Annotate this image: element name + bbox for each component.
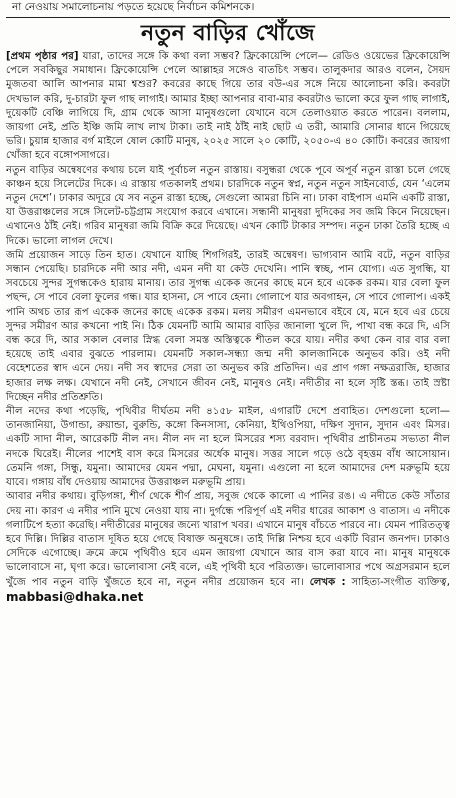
author-description: সাহিত্য-সংগীত ব্যক্তিত্ব, — [351, 576, 450, 588]
section-divider — [6, 17, 450, 18]
article-paragraph — [6, 164, 450, 249]
article-paragraph — [6, 50, 450, 164]
paragraph-text: নতুন বাড়ির অন্বেষণের কথায় চলে যাই পূর্বাচল নতুন রাস্তায়। বসুন্ধরা থেকে পূবে অপূর্ব নতুন রাস্তা চলে গেছে কাঞ্চন হয়ে সিলেটের দিকে। এ রাস্তায় গতকালই প্রথম। চারদিকে নতুন স্বপ্ন, নতুন নতুন সাইনবোর্ড, যেন ‘এলেম নতুন দেশে’। ঢাকার অদূরে যে সব নতুন রাস্তা হচ্ছে, সেগুলো আমরা চিনি না। ঢাকা বাইপাস এমনি একটি রাস্তা, যা উত্তরাঞ্চলের সঙ্গে সিলেট-চট্টগ্রাম সংযোগ করবে এখানে। সন্ধানী মানুষরা দুদিকের সব জমি কিনে নিয়েছেন। এখানেও ঠাঁই নেই। গরিব মানুষরা জমি বিক্রি করে দিয়েছে। এখন কোটি টাকার সম্পদ। নতুন ঢাকা তৈরি হচ্ছে এ দিকে। ভালো লাগল দেখে। — [6, 164, 450, 247]
previous-article-tail: না নেওয়ায় সমালোচনায় পড়তে হয়েছে নির্বাচন কমিশনকে। — [12, 1, 255, 13]
paragraph-text: আবার নদীর কথায়। বুড়িগঙ্গা, শীর্ণ থেকে শীর্ণ প্রায়, সবুজ থেকে কালো এ পানির রঙ। এ নদীতে কেউ সাঁতার দেয় না। কারণ এ নদীর পানি মুখে নেওয়া যায় না। দুর্গন্ধে পরিপূর্ণ এই নদীর ধারের আকাশ ও বাতাস। এ নদীকে গলাটিপে হত্যা করেছি। নদীতীরের মানুষের জন্যে খারাপ খবর। এখানে মানুষ বাঁচতে পারবে না। যেমন পারিতত্ত্ব হবে দিল্লি। দিল্লির বাতাস দূষিত হয়ে গেছে বিষাক্ত অনুষঙ্গে। তাই দিল্লি নিশ্চয় হবে একটি বিরান জনপদ। ঢাকাও সেদিকে এগোচ্ছে। ক্রমে ক্রমে পৃথিবীও হবে এমন জায়গা যেখানে আর বাস করা যাবে না। মানুষ মানুষকে ভালোবাসে না, ঘৃণা করে। ভালোবাসা নেই বলে, এই পৃথিবী হবে পরিত্যক্ত। ভালোবাসার পথে অগ্রসরমান হলে খুঁজে পাব নতুন বাড়ি খুঁজতে হবে না, নতুন নদীর প্রয়োজন হবে না। — [6, 491, 450, 588]
article-headline: নতুন বাড়ির খোঁজে — [140, 21, 316, 46]
paragraph-text: যারা, তাদের সঙ্গে কি কথা বলা সম্ভব? ফ্রিকোয়েন্সি পেলে— রেডিও ওয়েভের ফ্রিকোয়েন্সি পেলে সবকিছুর সমাধান। ফ্রিকোয়েন্সি পেলে আল্লাহর সঙ্গেও বাতচিৎ সম্ভব। তালুকদার আরও বলেন, সৈয়দ মুজতবা আলি আপনার মামা শ্বশুর? কবরের কাছে গিয়ে তার বউ-এর সঙ্গে নিয়ে আলোচনা করি। কবরটা দেখভাল করি, দু-চারটা ফুল গাছ লাগাই। আমার ইচ্ছা আপনার বাবা-মার কবরটাও ভালো করে ফুল গাছ লাগাই, দুয়েকটি বেঞ্চি লাগিয়ে দি, গ্রাম থেকে আসা মানুষগুলো যেখানে বসে তেলাওয়াত করতে পারেন। বললাম, জায়গা নেই, প্রতি ইঞ্চি জমি লাখ লাখ টাকা। তাই নাই ঠাঁই নাই ছোট এ তরী, আমারি সোনার ধানে গিয়েছে ভরি। চুয়ান্ন হাজার বর্গ মাইলে ষোল কোটি মানুষ, ২০২৫ সালে ২০ কোটি, ২০৫০-এ ৪০ কোটি। কবরের জায়গা খোঁজা হবে বঙ্গোপসাগরে। — [6, 51, 450, 162]
continued-tag: [প্রথম পৃষ্ঠার পর] — [6, 51, 79, 62]
article-body — [6, 50, 450, 606]
article-paragraph — [6, 490, 450, 606]
paragraph-text: নীল নদের কথা পড়েছি, পৃথিবীর দীর্ঘতম নদী ৪১৫৮ মাইল, এগারটি দেশে প্রবাহিত। দেশগুলো হলো— তানজানিয়া, উগান্ডা, রুয়ান্ডা, বুরুন্ডি, কঙ্গো কিনসাসা, কেনিয়া, ইথিওপিয়া, দক্ষিণ সুদান, সুদান এবং মিসর। একটি সাদা নীল, আরেকটি নীল নদ। নীল নদ না হলে মিসরের শস্য বরবাদ। পৃথিবীর প্রাচীনতম সভ্যতা নীল নদকে ঘিরেই। নীলের পাশেই বাস করে মিসরের অর্ধেক মানুষ। সত্তর সালে গড়ে ওঠে বৃহত্তম বাঁধ আসোয়ান। তেমনি গঙ্গা, সিন্ধু, যমুনা। আমাদের যেমন পদ্মা, মেঘনা, যমুনা। এগুলো না হলে আমাদের দেশ মরুভূমি হয়ে যাবে। গঙ্গায় বাঁধ দেওয়ায় আমাদের উত্তরাঞ্চল মরুভূমি প্রায়। — [6, 406, 450, 489]
article-paragraph — [6, 249, 450, 405]
author-email: mabbasi@dhaka.net — [6, 589, 144, 604]
article-paragraph — [6, 405, 450, 490]
author-label: লেখক : — [309, 576, 346, 588]
paragraph-text: জমি প্রয়োজন সাড়ে তিন হাত। যেখানে যাচ্ছি শিগগিরই, তারই অন্বেষণ। ভাগ্যবান আমি বটে, নতুন বাড়ির সন্ধান পেয়েছি। চারদিকে নদী আর নদী, এমন নদী যা কেউ দেখেনি। পানি স্বচ্ছ, পান যোগ্য। এত সুগন্ধি, যা সবচেয়ে সুন্দর সুগন্ধকেও হারায় মানায়। তার সুগন্ধ একেক জনের কাছে মনে হবে একেক রকম। যার বেলা ফুল পছন্দ, সে পাবে বেলা ফুলের গন্ধ। যার হাসনা, সে পাবে হেনা। গোলাপে যার অবগাহন, সে পাবে গোলাপ। একই পানি অথচ তার রূপ একেক জনের কাছে একেক রকম। মলয় সমীরণ এমনভাবে বইবে যে, মনে হবে এর চেয়ে সুন্দর সমীরণ আর কখনো পাই নি। ঠিক যেমনটি আমি আমার বাড়ির জানালা খুলে দি, পাখা বন্ধ করে দি, এসি বন্ধ করে দি, আর সকাল বেলার স্নিগ্ধ বেলা সমস্ত অস্তিত্বকে শীতল করে যায়। নদীর কথা কেন বার বার বলা হয়েছে তাই এবার বুঝতে পারলাম। যেমনটি সকাল-সন্ধ্যা জন্ম নদী কালজানিকে অনুভব করি। ওই নদী বেহেশতের স্বাদ এনে দেয়। নদী সব স্বাদের সেরা তা অনুভব করি প্রতিদিন। এর প্রাণ গঙ্গা নক্ষত্ররাজি, হাজার হাজার লক্ষ লক্ষ। যেখানে নদী নেই, সেখানে জীবন নেই, মানুষও নেই। নদীতীর না হলে সৃষ্টি স্তব্ধ। তাই স্রষ্টা দিচ্ছেন নদীর প্রতিশ্রুতি। — [6, 249, 450, 403]
